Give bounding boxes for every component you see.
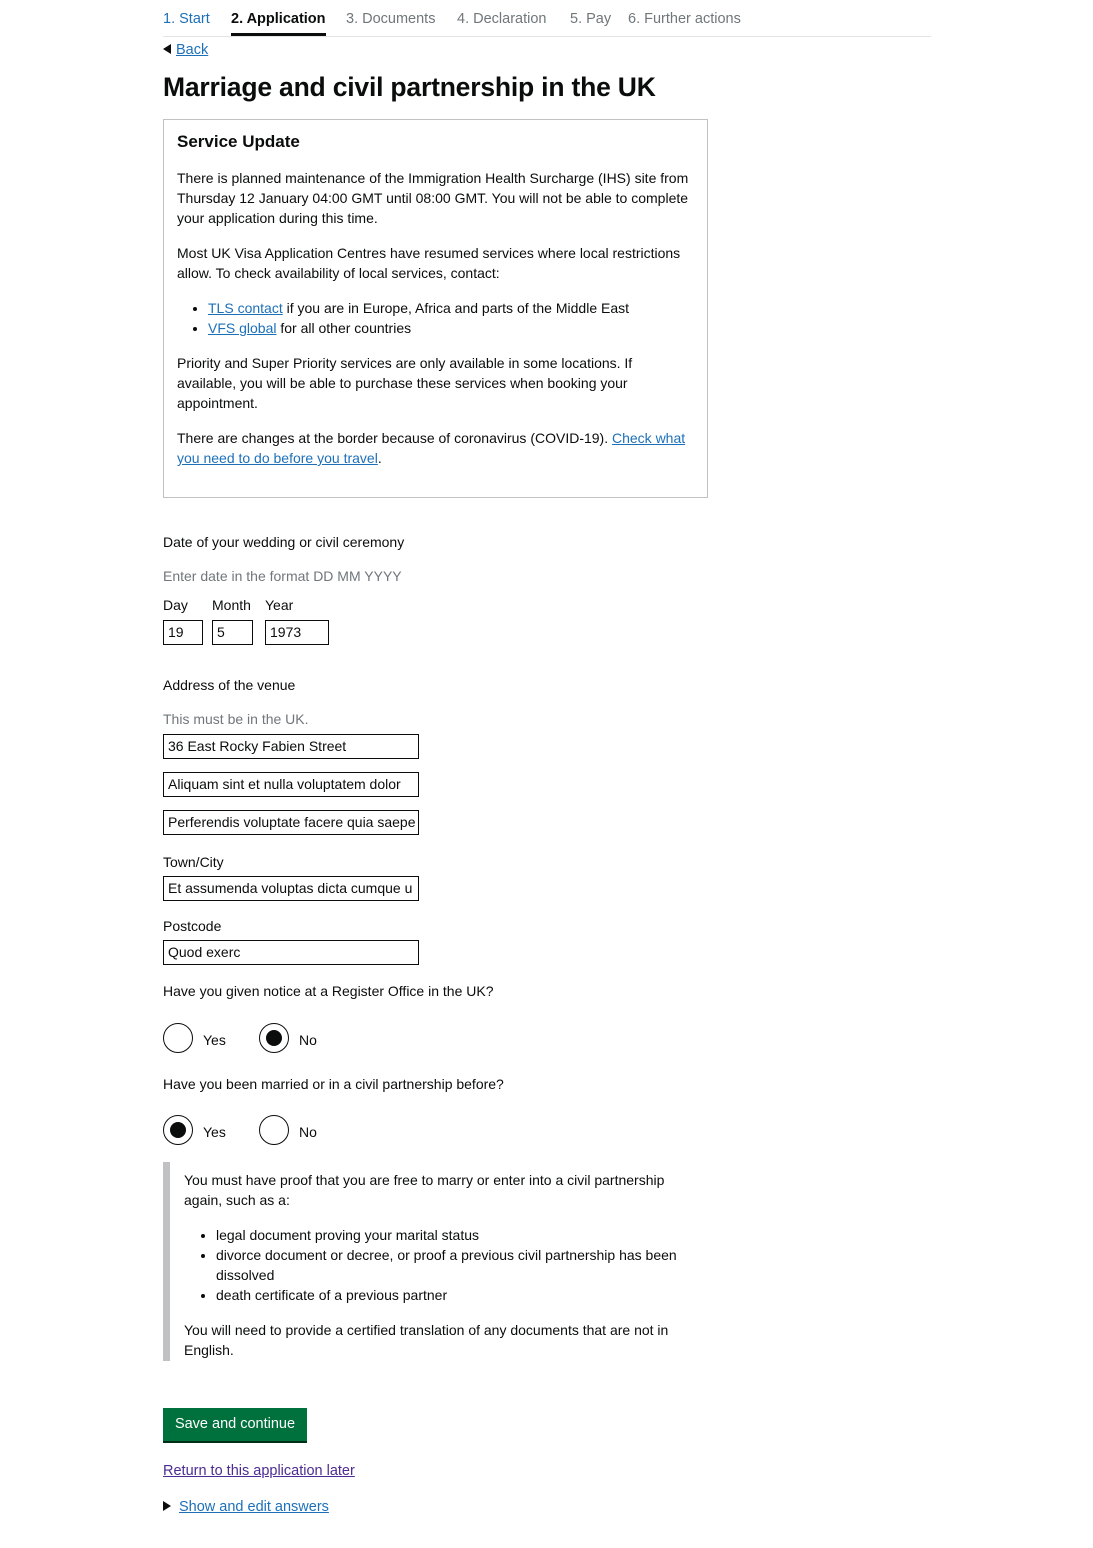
save-and-continue-button[interactable]: Save and continue: [163, 1408, 307, 1441]
notice-covid-text: [177, 428, 694, 468]
service-update-title: Service Update: [177, 132, 300, 151]
notice-centres-text: Most UK Visa Application Centres have resumed services where local restrictions allow. To check availability of local services, contact:: [177, 245, 681, 281]
back-link-label: Back: [176, 42, 209, 58]
date-hint: Enter date in the format DD MM YYYY: [163, 568, 402, 584]
step-start[interactable]: 1. Start: [163, 11, 210, 27]
vfs-global-text: for all other countries: [276, 320, 412, 336]
progress-steps: [163, 10, 931, 37]
step-further-actions: 6. Further actions: [628, 11, 741, 27]
notice-priority-text: Priority and Super Priority services are only available in some locations. If available, you will be able to purchase these services when booking your appointment.: [177, 355, 633, 411]
proof-inset-panel: [163, 1162, 708, 1361]
date-label: Date of your wedding or civil ceremony: [163, 534, 405, 550]
return-later-link[interactable]: Return to this application later: [163, 1463, 355, 1479]
address-label: Address of the venue: [163, 677, 296, 693]
panel-translation-text: You will need to provide a certified translation of any documents that are not in English.: [184, 1322, 669, 1358]
page-title: Marriage and civil partnership in the UK: [163, 72, 656, 102]
town-input[interactable]: Et assumenda voluptas dicta cumque u: [163, 876, 419, 901]
show-edit-answers-label: Show and edit answers: [179, 1499, 329, 1515]
vfs-global-link[interactable]: VFS global: [208, 320, 277, 336]
triangle-right-icon: [163, 1501, 171, 1511]
married-no-label[interactable]: No: [299, 1124, 317, 1140]
postcode-input[interactable]: Quod exerc: [163, 940, 419, 965]
notice-no-label[interactable]: No: [299, 1032, 317, 1048]
married-yes-radio[interactable]: [163, 1115, 193, 1145]
service-update-box: [163, 119, 708, 498]
notice-link-list: [177, 298, 694, 338]
address-line2-input[interactable]: Aliquam sint et nulla voluptatem dolor: [163, 772, 419, 797]
covid-text-end: .: [377, 450, 382, 466]
list-item: [208, 298, 694, 318]
list-item: • legal document proving your marital status: [216, 1225, 706, 1245]
notice-yes-radio[interactable]: [163, 1023, 193, 1053]
step-documents: 3. Documents: [346, 11, 436, 27]
day-input[interactable]: 19: [163, 620, 203, 645]
married-question-label: Have you been married or in a civil partnership before?: [163, 1076, 504, 1092]
year-label: Year: [265, 597, 294, 613]
postcode-label: Postcode: [163, 918, 222, 934]
town-label: Town/City: [163, 854, 224, 870]
step-pay: 5. Pay: [570, 11, 612, 27]
step-application: 2. Application: [231, 10, 326, 36]
month-label: Month: [212, 597, 251, 613]
year-input[interactable]: 1973: [265, 620, 329, 645]
back-arrow-icon: [163, 44, 171, 54]
tls-contact-text: if you are in Europe, Africa and parts of the Middle East: [282, 300, 630, 316]
show-edit-answers-toggle[interactable]: [163, 1499, 329, 1515]
panel-document-list: [184, 1225, 706, 1305]
back-link[interactable]: [163, 42, 208, 58]
list-item: • divorce document or decree, or proof a previous civil partnership has been dissolved: [216, 1245, 706, 1285]
married-yes-label[interactable]: Yes: [203, 1124, 226, 1140]
check-travel-link[interactable]: Check what you need to do before you travel: [177, 430, 686, 466]
tls-contact-link[interactable]: TLS contact: [208, 300, 283, 316]
address-line1-input[interactable]: 36 East Rocky Fabien Street: [163, 734, 419, 759]
list-item: [208, 318, 694, 338]
address-hint: This must be in the UK.: [163, 711, 309, 727]
notice-question-label: Have you given notice at a Register Office in the UK?: [163, 983, 494, 999]
notice-maintenance-text: There is planned maintenance of the Immigration Health Surcharge (IHS) site from Thursday 12 January 04:00 GMT until 08:00 GMT. You will not be able to complete your application during this time.: [177, 170, 689, 226]
covid-text: There are changes at the border because of coronavirus (COVID-19).: [177, 430, 612, 446]
notice-yes-label[interactable]: Yes: [203, 1032, 226, 1048]
notice-no-radio[interactable]: [259, 1023, 289, 1053]
list-item: • death certificate of a previous partner: [216, 1285, 706, 1305]
month-input[interactable]: 5: [212, 620, 253, 645]
day-label: Day: [163, 597, 188, 613]
address-line3-input[interactable]: Perferendis voluptate facere quia saepe: [163, 810, 419, 835]
step-declaration: 4. Declaration: [457, 11, 547, 27]
married-no-radio[interactable]: [259, 1115, 289, 1145]
panel-intro-text: You must have proof that you are free to marry or enter into a civil partnership again, such as a:: [184, 1172, 665, 1208]
